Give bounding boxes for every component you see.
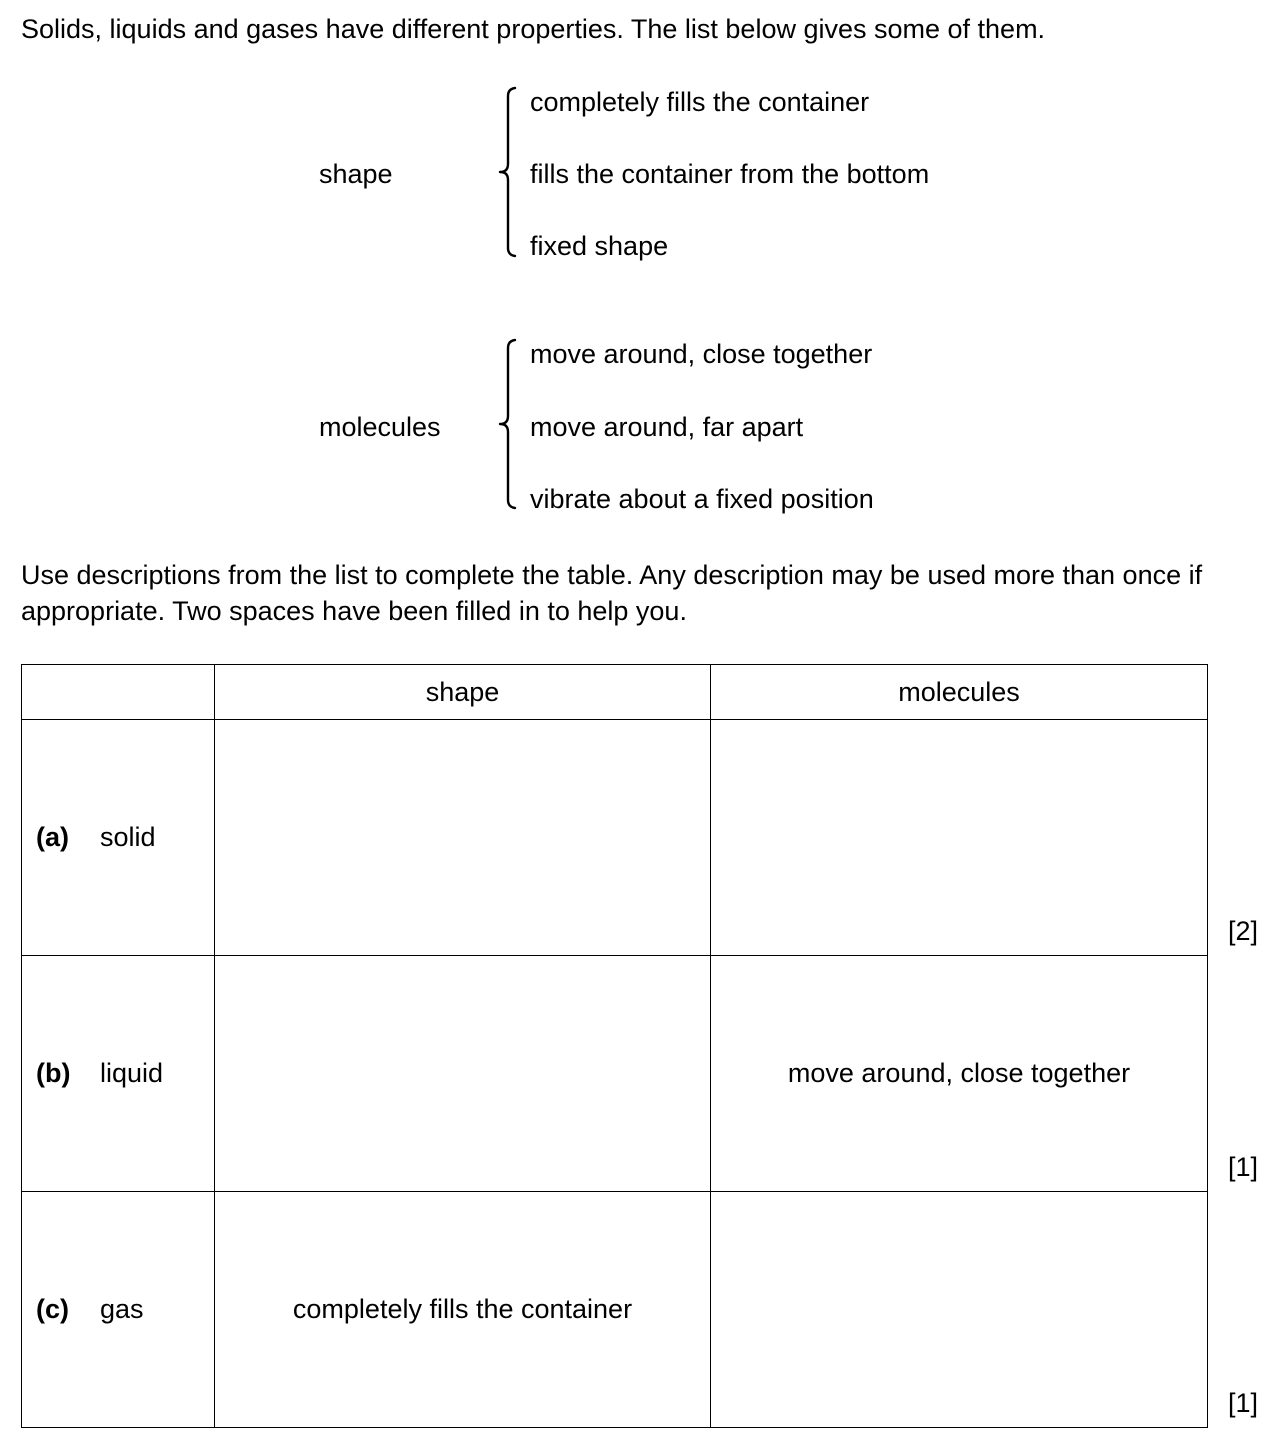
answer-cell-molecules[interactable]: [711, 1192, 1208, 1428]
brace-shape: [495, 86, 523, 258]
state-name: gas: [100, 1294, 144, 1324]
molecules-option: vibrate about a fixed position: [530, 484, 874, 514]
shape-option: completely fills the container: [530, 87, 870, 117]
part-number: (a): [36, 822, 69, 852]
marks-label: [1]: [1228, 1388, 1259, 1418]
row-label: [22, 720, 215, 956]
table-header-row: [22, 665, 1208, 720]
shape-option: fixed shape: [530, 231, 669, 261]
answer-cell-shape[interactable]: [215, 956, 711, 1192]
instructions-text: Use descriptions from the list to complete the table. Any description may be used more than once if appropriate. Two spaces have been filled in to help you.: [21, 560, 1203, 626]
row-label: [22, 956, 215, 1192]
intro-text: Solids, liquids and gases have different properties. The list below gives some of them.: [21, 14, 1046, 44]
part-number: (c): [36, 1294, 69, 1324]
answer-table: [21, 664, 1208, 1428]
molecules-option: move around, far apart: [530, 412, 804, 442]
header-cell-shape: shape: [215, 665, 711, 720]
table-row-gas: [22, 1192, 1208, 1428]
header-cell-molecules: molecules: [711, 665, 1208, 720]
group-label-molecules: molecules: [319, 412, 441, 442]
answer-cell-molecules[interactable]: [711, 720, 1208, 956]
header-cell-blank: [22, 665, 215, 720]
state-name: liquid: [100, 1058, 164, 1088]
shape-option: fills the container from the bottom: [530, 159, 930, 189]
marks-label: [1]: [1228, 1152, 1259, 1182]
answer-cell-shape[interactable]: [215, 720, 711, 956]
answer-cell-molecules: move around, close together: [711, 956, 1208, 1192]
answer-cell-shape: completely fills the container: [215, 1192, 711, 1428]
table-row-solid: [22, 720, 1208, 956]
state-name: solid: [100, 822, 156, 852]
group-label-shape: shape: [319, 159, 393, 189]
marks-label: [2]: [1228, 916, 1259, 946]
molecules-option: move around, close together: [530, 339, 873, 369]
brace-molecules: [495, 338, 523, 510]
part-number: (b): [36, 1058, 71, 1088]
row-label: [22, 1192, 215, 1428]
table-row-liquid: [22, 956, 1208, 1192]
